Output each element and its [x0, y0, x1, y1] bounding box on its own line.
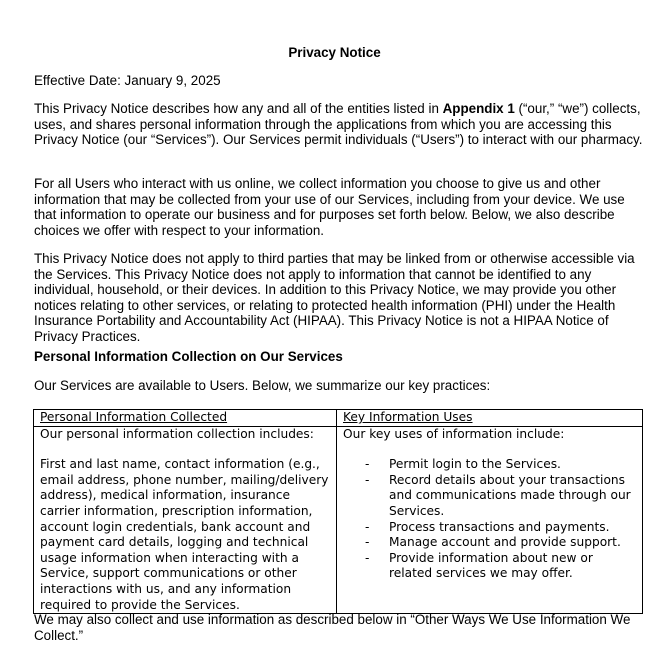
list-item: - Record details about your transactions and communications made through our Services.	[365, 472, 631, 518]
table-header-row	[34, 410, 643, 427]
info-uses-cell	[337, 426, 643, 614]
list-item: - Process transactions and payments.	[365, 519, 610, 534]
section-intro: Our Services are available to Users. Below, we summarize our key practices:	[34, 378, 491, 393]
collection-details: First and last name, contact information (e.g., email address, phone number, mailing/delivery address), medical information, insurance carrier information, prescription information, account login credentials, bank account and payment card details, logging and technical usage information when interacting with a Service, support communications or other interactions with us, and any information required to provide the Services.	[40, 457, 329, 612]
online-users-paragraph: For all Users who interact with us online, we collect information you choose to give us and other information that may be collected from your use of our Services, including from your device. We use that information to operate our business and for purposes set forth below. Below, we also describe choices we offer with respect to your information.	[34, 176, 625, 238]
list-item: - Provide information about new or related services we may offer.	[365, 550, 593, 581]
uses-lead: Our key uses of information include:	[343, 426, 565, 441]
info-collected-cell	[34, 426, 337, 614]
appendix-reference: Appendix 1	[442, 101, 515, 116]
header-info-uses: Key Information Uses	[337, 410, 643, 427]
document-title: Privacy Notice	[288, 45, 381, 60]
third-party-paragraph: This Privacy Notice does not apply to third parties that may be linked from or otherwise accessible via the Services. This Privacy Notice does not apply to information that cannot be identified to any individual, household, or their devices. In addition to this Privacy Notice, we may provide you other notices relating to other services, or relating to protected health information (PHI) under the Health Insurance Portability and Accountability Act (HIPAA). This Privacy Notice is not a HIPAA Notice of Privacy Practices.	[34, 251, 635, 344]
list-item: - Permit login to the Services.	[365, 457, 561, 472]
collection-lead: Our personal information collection includes:	[40, 426, 314, 441]
table-row	[34, 426, 643, 614]
list-item: - Manage account and provide support.	[365, 535, 621, 550]
closing-paragraph: We may also collect and use information as described below in “Other Ways We Use Information We Collect.”	[34, 612, 631, 643]
intro-paragraph	[34, 101, 646, 148]
uses-list	[343, 457, 636, 582]
header-info-collected: Personal Information Collected	[34, 410, 337, 427]
key-practices-table	[33, 409, 643, 614]
section-heading: Personal Information Collection on Our Services	[34, 349, 343, 364]
intro-text-post: (“our,” “we”) collects, uses, and shares personal information through the applications from which you are accessing this Privacy Notice (our “Services”). Our Services permit individuals (“Users”) to interact with our pharmacy.	[34, 101, 643, 148]
effective-date: Effective Date: January 9, 2025	[34, 73, 221, 88]
intro-text-pre: This Privacy Notice describes how any and all of the entities listed in	[34, 101, 443, 116]
